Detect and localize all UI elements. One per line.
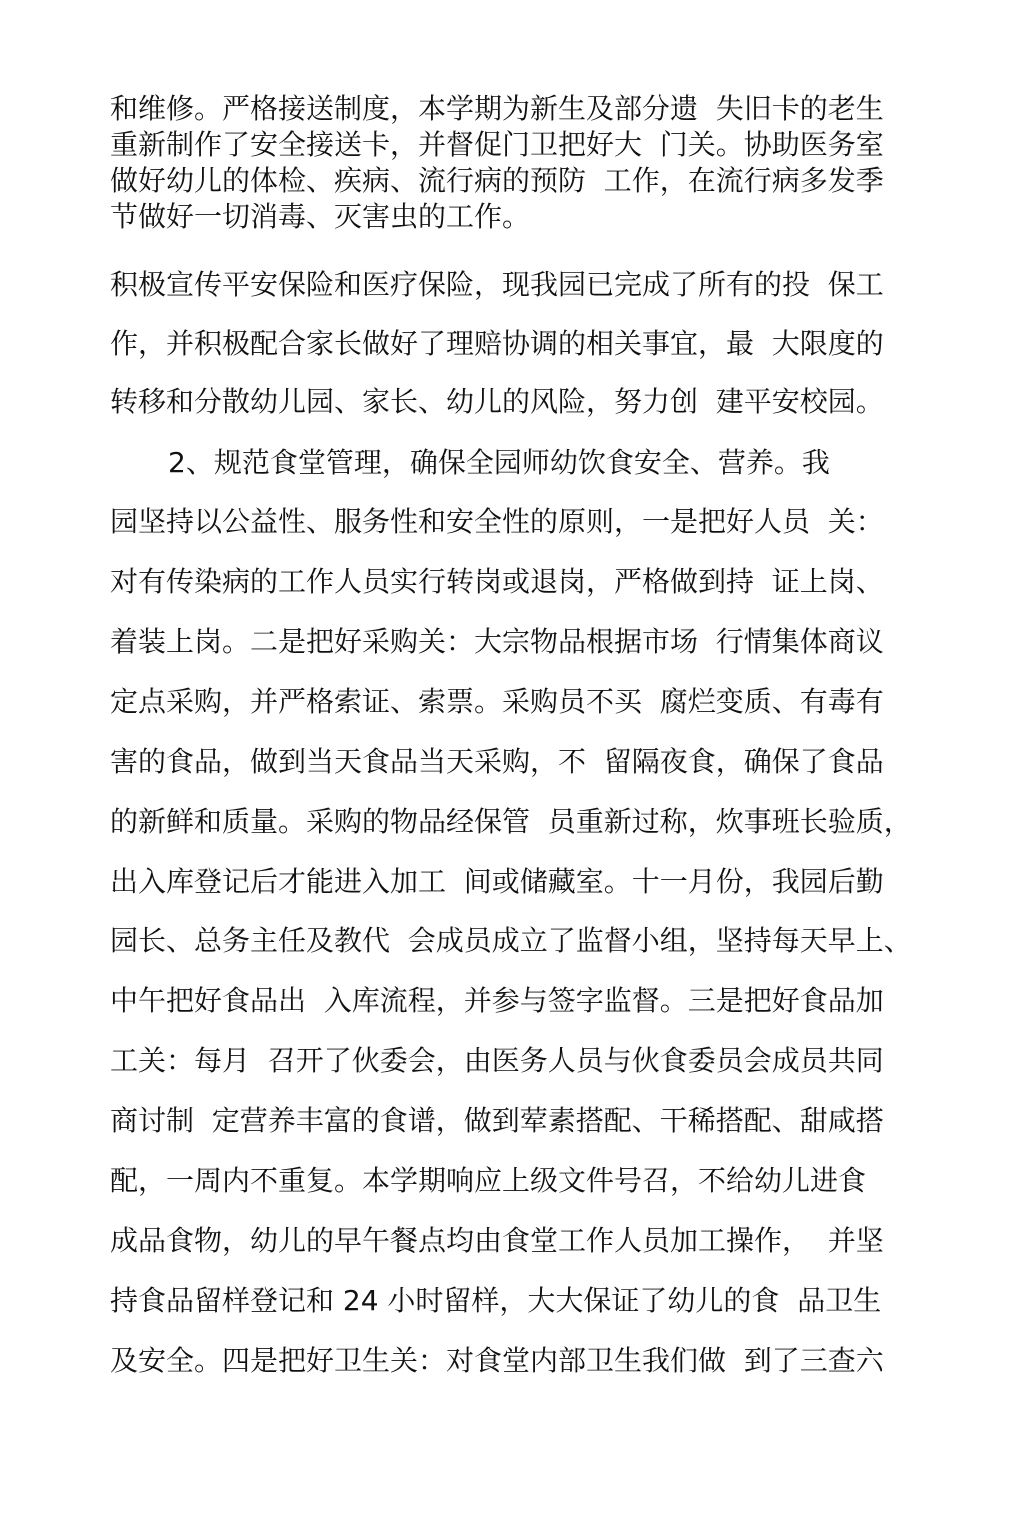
text-line: 做好幼儿的体检、疾病、流行病的预防 工作，在流行病多发季: [110, 164, 884, 197]
text-line: 园坚持以公益性、服务性和安全性的原则，一是把好人员 关：: [110, 505, 884, 538]
text-line: 园长、总务主任及教代 会成员成立了监督小组，坚持每天早上、: [110, 924, 912, 957]
text-line: 和维修。严格接送制度，本学期为新生及部分遗 失旧卡的老生: [110, 92, 884, 125]
text-line: 及安全。四是把好卫生关：对食堂内部卫生我们做 到了三查六: [110, 1344, 884, 1377]
text-line: 转移和分散幼儿园、家长、幼儿的风险，努力创 建平安校园。: [110, 385, 884, 418]
text-line: 着装上岗。二是把好采购关：大宗物品根据市场 行情集体商议: [110, 625, 884, 658]
text-line: 的新鲜和质量。采购的物品经保管 员重新过称，炊事班长验质，: [110, 805, 912, 838]
text-line: 持食品留样登记和 24 小时留样，大大保证了幼儿的食 品卫生: [110, 1284, 882, 1317]
text-line: 定点采购，并严格索证、索票。采购员不买 腐烂变质、有毒有: [110, 685, 884, 718]
text-line: 中午把好食品出 入库流程，并参与签字监督。三是把好食品加: [110, 984, 884, 1017]
text-line: 对有传染病的工作人员实行转岗或退岗，严格做到持 证上岗、: [110, 565, 884, 598]
paragraph-heading-line: 2、规范食堂管理，确保全园师幼饮食安全、营养。我: [168, 446, 830, 479]
text-line: 成品食物，幼儿的早午餐点均由食堂工作人员加工操作， 并坚: [110, 1224, 884, 1257]
text-line: 节做好一切消毒、灭害虫的工作。: [110, 200, 531, 233]
text-line: 作，并积极配合家长做好了理赔协调的相关事宜，最 大限度的: [110, 327, 884, 360]
text-line: 害的食品，做到当天食品当天采购，不 留隔夜食，确保了食品: [110, 745, 884, 778]
text-line: 积极宣传平安保险和医疗保险，现我园已完成了所有的投 保工: [110, 268, 884, 301]
text-line: 商讨制 定营养丰富的食谱，做到荤素搭配、干稀搭配、甜咸搭: [110, 1104, 884, 1137]
text-line: 工关：每月 召开了伙委会，由医务人员与伙食委员会成员共同: [110, 1044, 884, 1077]
text-line: 出入库登记后才能进入加工 间或储藏室。十一月份，我园后勤: [110, 865, 884, 898]
text-line: 重新制作了安全接送卡，并督促门卫把好大 门关。协助医务室: [110, 128, 884, 161]
text-line: 配，一周内不重复。本学期响应上级文件号召，不给幼儿进食: [110, 1164, 867, 1197]
